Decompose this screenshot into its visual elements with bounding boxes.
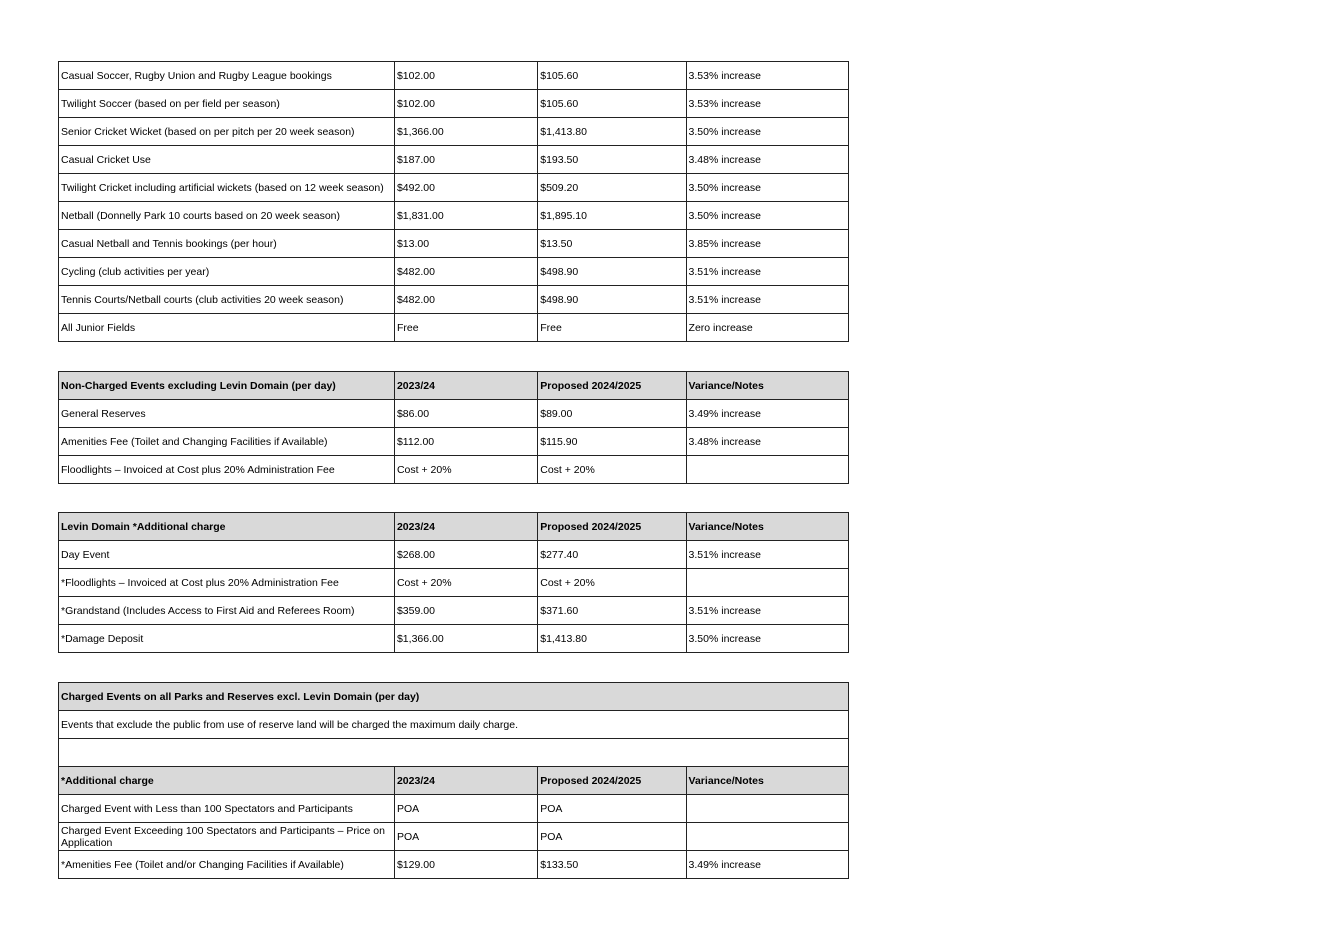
section-description: Events that exclude the public from use of reserve land will be charged the maximum daily charge. (59, 711, 849, 739)
fee-2024-cell: $89.00 (538, 400, 686, 428)
variance-cell: 3.51% increase (686, 597, 848, 625)
fee-2023-cell: $359.00 (394, 597, 537, 625)
table-row (59, 541, 849, 569)
header-item: *Additional charge (59, 767, 395, 795)
section-title: Charged Events on all Parks and Reserves excl. Levin Domain (per day) (59, 683, 849, 711)
header-2024: Proposed 2024/2025 (538, 372, 686, 400)
item-cell: Twilight Soccer (based on per field per season) (59, 90, 395, 118)
fee-2024-cell: $371.60 (538, 597, 686, 625)
table-row (59, 823, 849, 851)
item-cell: Cycling (club activities per year) (59, 258, 395, 286)
table-row (59, 625, 849, 653)
header-variance: Variance/Notes (686, 513, 848, 541)
fee-2023-cell: $268.00 (394, 541, 537, 569)
fee-2023-cell: Free (394, 314, 537, 342)
item-cell: *Amenities Fee (Toilet and/or Changing Facilities if Available) (59, 851, 395, 879)
variance-cell: 3.48% increase (686, 146, 848, 174)
table-row (59, 174, 849, 202)
variance-cell (686, 823, 848, 851)
header-2023: 2023/24 (394, 372, 537, 400)
variance-cell (686, 456, 848, 484)
table-row (59, 795, 849, 823)
fee-2024-cell: $509.20 (538, 174, 686, 202)
fee-2024-cell: $115.90 (538, 428, 686, 456)
non-charged-events-table (58, 371, 849, 484)
table-row (59, 202, 849, 230)
variance-cell: 3.53% increase (686, 90, 848, 118)
item-cell: *Grandstand (Includes Access to First Aid and Referees Room) (59, 597, 395, 625)
variance-cell: 3.53% increase (686, 62, 848, 90)
fee-2023-cell: $187.00 (394, 146, 537, 174)
header-2024: Proposed 2024/2025 (538, 513, 686, 541)
fee-2023-cell: $1,366.00 (394, 118, 537, 146)
item-cell: Netball (Donnelly Park 10 courts based on 20 week season) (59, 202, 395, 230)
item-cell: Tennis Courts/Netball courts (club activities 20 week season) (59, 286, 395, 314)
table-row (59, 597, 849, 625)
fee-2023-cell: $492.00 (394, 174, 537, 202)
levin-domain-table (58, 512, 849, 653)
variance-cell: 3.50% increase (686, 202, 848, 230)
item-cell: *Damage Deposit (59, 625, 395, 653)
header-2023: 2023/24 (394, 513, 537, 541)
table-blank-row (59, 739, 849, 767)
fee-2023-cell: $129.00 (394, 851, 537, 879)
header-variance: Variance/Notes (686, 372, 848, 400)
fee-2024-cell: $133.50 (538, 851, 686, 879)
fee-2023-cell: $1,366.00 (394, 625, 537, 653)
header-2024: Proposed 2024/2025 (538, 767, 686, 795)
item-cell: General Reserves (59, 400, 395, 428)
fee-2024-cell: $1,413.80 (538, 625, 686, 653)
fee-2023-cell: $102.00 (394, 62, 537, 90)
item-cell: Charged Event with Less than 100 Spectators and Participants (59, 795, 395, 823)
table-header-row (59, 767, 849, 795)
fee-2023-cell: POA (394, 795, 537, 823)
fee-2024-cell: POA (538, 795, 686, 823)
item-cell: Charged Event Exceeding 100 Spectators and Participants – Price on Application (59, 823, 395, 851)
fee-2023-cell: $482.00 (394, 258, 537, 286)
item-cell: Floodlights – Invoiced at Cost plus 20% Administration Fee (59, 456, 395, 484)
table-row (59, 62, 849, 90)
variance-cell (686, 569, 848, 597)
variance-cell: 3.51% increase (686, 258, 848, 286)
variance-cell (686, 795, 848, 823)
fee-2023-cell: $482.00 (394, 286, 537, 314)
fee-2024-cell: $277.40 (538, 541, 686, 569)
variance-cell: 3.85% increase (686, 230, 848, 258)
fee-2024-cell: $105.60 (538, 62, 686, 90)
variance-cell: 3.51% increase (686, 286, 848, 314)
table-row (59, 90, 849, 118)
table-row (59, 118, 849, 146)
variance-cell: 3.50% increase (686, 118, 848, 146)
table-row (59, 314, 849, 342)
variance-cell: 3.50% increase (686, 174, 848, 202)
table-row (59, 400, 849, 428)
table-row (59, 146, 849, 174)
item-cell: Day Event (59, 541, 395, 569)
item-cell: Casual Netball and Tennis bookings (per hour) (59, 230, 395, 258)
header-item: Levin Domain *Additional charge (59, 513, 395, 541)
table-row (59, 258, 849, 286)
fee-2023-cell: $13.00 (394, 230, 537, 258)
fee-2023-cell: POA (394, 823, 537, 851)
table-header-row (59, 372, 849, 400)
table-row (59, 428, 849, 456)
sports-fees-table (58, 61, 849, 342)
item-cell: Casual Soccer, Rugby Union and Rugby League bookings (59, 62, 395, 90)
fee-2024-cell: $13.50 (538, 230, 686, 258)
table-row (59, 456, 849, 484)
fee-2024-cell: Cost + 20% (538, 569, 686, 597)
fee-2024-cell: POA (538, 823, 686, 851)
fee-2024-cell: Free (538, 314, 686, 342)
fee-2023-cell: $86.00 (394, 400, 537, 428)
item-cell: Amenities Fee (Toilet and Changing Facilities if Available) (59, 428, 395, 456)
variance-cell: 3.49% increase (686, 851, 848, 879)
fee-2024-cell: $1,895.10 (538, 202, 686, 230)
table-row (59, 286, 849, 314)
charged-events-table (58, 682, 849, 879)
table-header-row (59, 513, 849, 541)
fee-2023-cell: Cost + 20% (394, 456, 537, 484)
fee-2023-cell: $102.00 (394, 90, 537, 118)
variance-cell: 3.49% increase (686, 400, 848, 428)
fee-2024-cell: $498.90 (538, 258, 686, 286)
item-cell: Senior Cricket Wicket (based on per pitch per 20 week season) (59, 118, 395, 146)
header-variance: Variance/Notes (686, 767, 848, 795)
table-description-row (59, 711, 849, 739)
header-item: Non-Charged Events excluding Levin Domain (per day) (59, 372, 395, 400)
fee-2024-cell: Cost + 20% (538, 456, 686, 484)
item-cell: *Floodlights – Invoiced at Cost plus 20% Administration Fee (59, 569, 395, 597)
item-cell: Casual Cricket Use (59, 146, 395, 174)
variance-cell: 3.48% increase (686, 428, 848, 456)
item-cell: All Junior Fields (59, 314, 395, 342)
fee-2023-cell: Cost + 20% (394, 569, 537, 597)
fee-2024-cell: $193.50 (538, 146, 686, 174)
variance-cell: Zero increase (686, 314, 848, 342)
fee-2024-cell: $105.60 (538, 90, 686, 118)
variance-cell: 3.51% increase (686, 541, 848, 569)
table-title-row (59, 683, 849, 711)
blank-cell (59, 739, 849, 767)
fee-2023-cell: $1,831.00 (394, 202, 537, 230)
header-2023: 2023/24 (394, 767, 537, 795)
fee-2024-cell: $1,413.80 (538, 118, 686, 146)
variance-cell: 3.50% increase (686, 625, 848, 653)
table-row (59, 230, 849, 258)
item-cell: Twilight Cricket including artificial wickets (based on 12 week season) (59, 174, 395, 202)
table-row (59, 851, 849, 879)
fee-2024-cell: $498.90 (538, 286, 686, 314)
table-row (59, 569, 849, 597)
fee-2023-cell: $112.00 (394, 428, 537, 456)
